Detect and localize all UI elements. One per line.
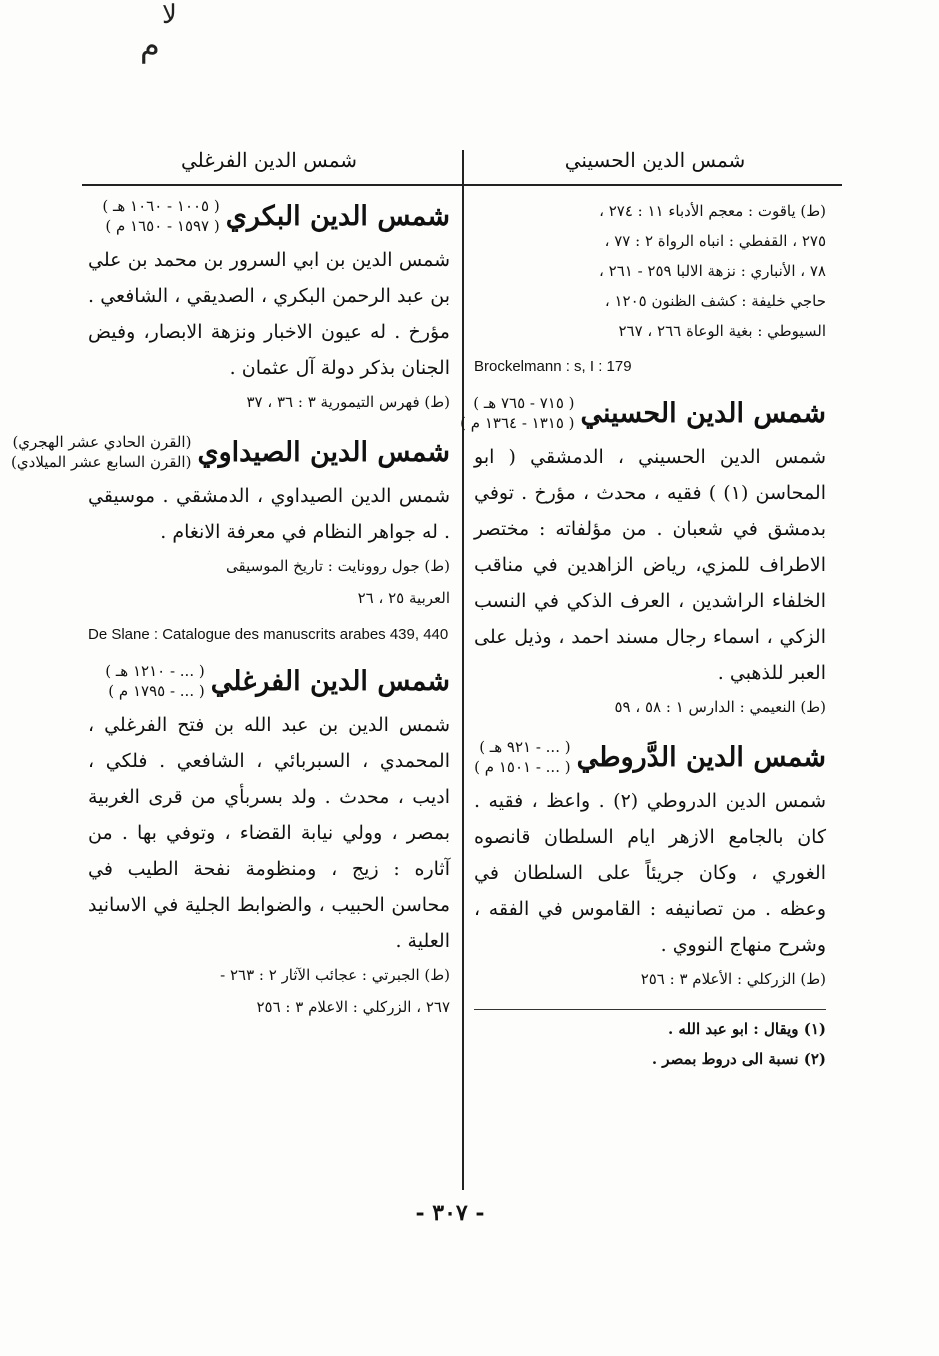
entry-al-husayni (460, 393, 826, 723)
entry-heading (474, 737, 826, 777)
right-column (460, 196, 826, 1074)
entry-body: شمس الدين الحسيني ، الدمشقي ( ابو المحاسن (١) ) فقيه ، محدث ، مؤرخ . توفي بدمشق في شعبان . من مؤلفاته : مختصر الاطراف للمزي، رياض الزاهدين في مناقب الخلفاء الراشدين ، العرف الذكي في النسب الزكي ، اسماء رجال مسند احمد ، وذيل على العبر للذهبي . (474, 446, 826, 684)
entry-reference: (ط) فهرس التيمورية ٣ : ٣٦ ، ٣٧ (246, 393, 450, 411)
entry-reference: (ط) الزركلي : الأعلام ٣ : ٢٥٦ (640, 970, 826, 988)
date-hijri: ( ٧١٥ - ٧٦٥ هـ ) (473, 394, 575, 412)
entry-al-farghali (88, 661, 450, 1023)
date-hijri: ( ١٠٠٥ - ١٠٦٠ هـ ) (102, 197, 220, 215)
page-number: - ٣٠٧ - (415, 1200, 485, 1226)
entry-reference: (ط) الجبرتي : عجائب الآثار ٢ : ٢٦٣ - (220, 966, 450, 984)
left-column (11, 196, 450, 1037)
ink-mark: ﻡ (140, 26, 160, 64)
entry-name: شمس الدين الدَّروطي (576, 741, 826, 773)
date-gregorian: (القرن السابع عشر الميلادي) (11, 453, 192, 471)
entry-dates (11, 432, 191, 472)
entry-al-bakri (88, 196, 450, 418)
footnotes (474, 1009, 826, 1074)
entry-dates (460, 393, 574, 433)
entry-heading (460, 393, 826, 433)
entry-body: شمس الدين الصيداوي ، الدمشقي . موسيقي . له جواهر النظام في معرفة الانغام . (88, 485, 450, 543)
entry-reference: (ط) جول روونايت : تاريخ الموسيقى (226, 557, 450, 575)
date-hijri: (القرن الحادي عشر الهجري) (12, 433, 192, 451)
entry-body: شمس الدين الدروطي (٢) . واعظ ، فقيه . كان بالجامع الازهر ايام السلطان قانصوه الغوري ، وكان جريئاً على السلطان في وعظه . من تصانيفه : القاموس في الفقه ، وشرح منهاج النووي . (474, 790, 826, 956)
date-hijri: ( ... - ٩٢١ هـ ) (479, 738, 571, 756)
entry-heading (88, 196, 450, 236)
entry-body: شمس الدين بن عبد الله بن فتح الفرغلي ، المحمدي ، السبربائي ، الشافعي . فلكي ، اديب ، محدث . ولد بسربأي من قرى الغربية بمصر ، وولي نيابة القضاء ، وتوفي بها . من آثاره : زيج ، ومنظومة نفحة الطيب في محاسن الحبيب ، والضوابط الجلية في الاسانيد العلية . (88, 714, 450, 952)
footnote: (٢) نسبة الى دروط بمصر . (651, 1050, 826, 1068)
date-gregorian: ( ... - ١٥٠١ م ) (474, 758, 571, 776)
latin-reference: Brockelmann : s, I : 179 (474, 358, 632, 375)
reference-line: ٧٨ ، الأنباري : نزهة الالبا ٢٥٩ - ٢٦١ ، (599, 262, 826, 280)
reference-line: (ط) ياقوت : معجم الأدباء ١١ : ٢٧٤ ، (599, 202, 826, 220)
entry-reference: ٢٦٧ ، الزركلي : الاعلام ٣ : ٢٥٦ (256, 998, 450, 1016)
column-divider (462, 150, 464, 1190)
entry-dates (102, 196, 219, 236)
entry-dates (105, 661, 204, 701)
entry-reference: (ط) النعيمي : الدارس ١ : ٥٨ ، ٥٩ (614, 698, 826, 716)
entry-name: شمس الدين الفرغلي (210, 665, 450, 697)
reference-line: السيوطي : بغية الوعاة ٢٦٦ ، ٢٦٧ (618, 322, 826, 340)
date-hijri: ( ... - ١٢١٠ هـ ) (105, 662, 205, 680)
entry-name: شمس الدين البكري (225, 200, 450, 232)
entry-dates (474, 737, 570, 777)
entry-heading (88, 661, 450, 701)
reference-line: حاجي خليفة : كشف الظنون ١٢٠٥ ، (604, 292, 826, 310)
entry-body: شمس الدين بن ابي السرور بن محمد بن علي بن عبد الرحمن البكري ، الصديقي ، الشافعي . مؤرخ . له عيون الاخبار ونزهة الابصار، وفيض الجنان بذكر دولة آل عثمان . (88, 249, 450, 379)
entry-name: شمس الدين الصيداوي (197, 436, 450, 468)
entry-name: شمس الدين الحسيني (580, 397, 826, 429)
entry-al-daruti (474, 737, 826, 995)
running-header-left: شمس الدين الفرغلي (180, 148, 358, 172)
footnote: (١) ويقال : ابو عبد الله . (667, 1020, 826, 1038)
running-header-right: شمس الدين الحسيني (564, 148, 746, 172)
entry-heading (11, 432, 450, 472)
entry-al-saydawi (11, 432, 450, 645)
date-gregorian: ( ١٣١٥ - ١٣٦٤ م ) (460, 414, 575, 432)
date-gregorian: ( ... - ١٧٩٥ م ) (108, 682, 205, 700)
latin-reference: De Slane : Catalogue des manuscrits arabes 439, 440 (88, 626, 449, 643)
ink-mark: ﻻ (162, 0, 177, 30)
carried-over-references (474, 196, 826, 346)
entry-reference: العربية ٢٥ ، ٢٦ (357, 589, 450, 607)
reference-line: ٢٧٥ ، القفطي : انباه الرواة ٢ : ٧٧ ، (604, 232, 826, 250)
date-gregorian: ( ١٥٩٧ - ١٦٥٠ م ) (105, 217, 220, 235)
